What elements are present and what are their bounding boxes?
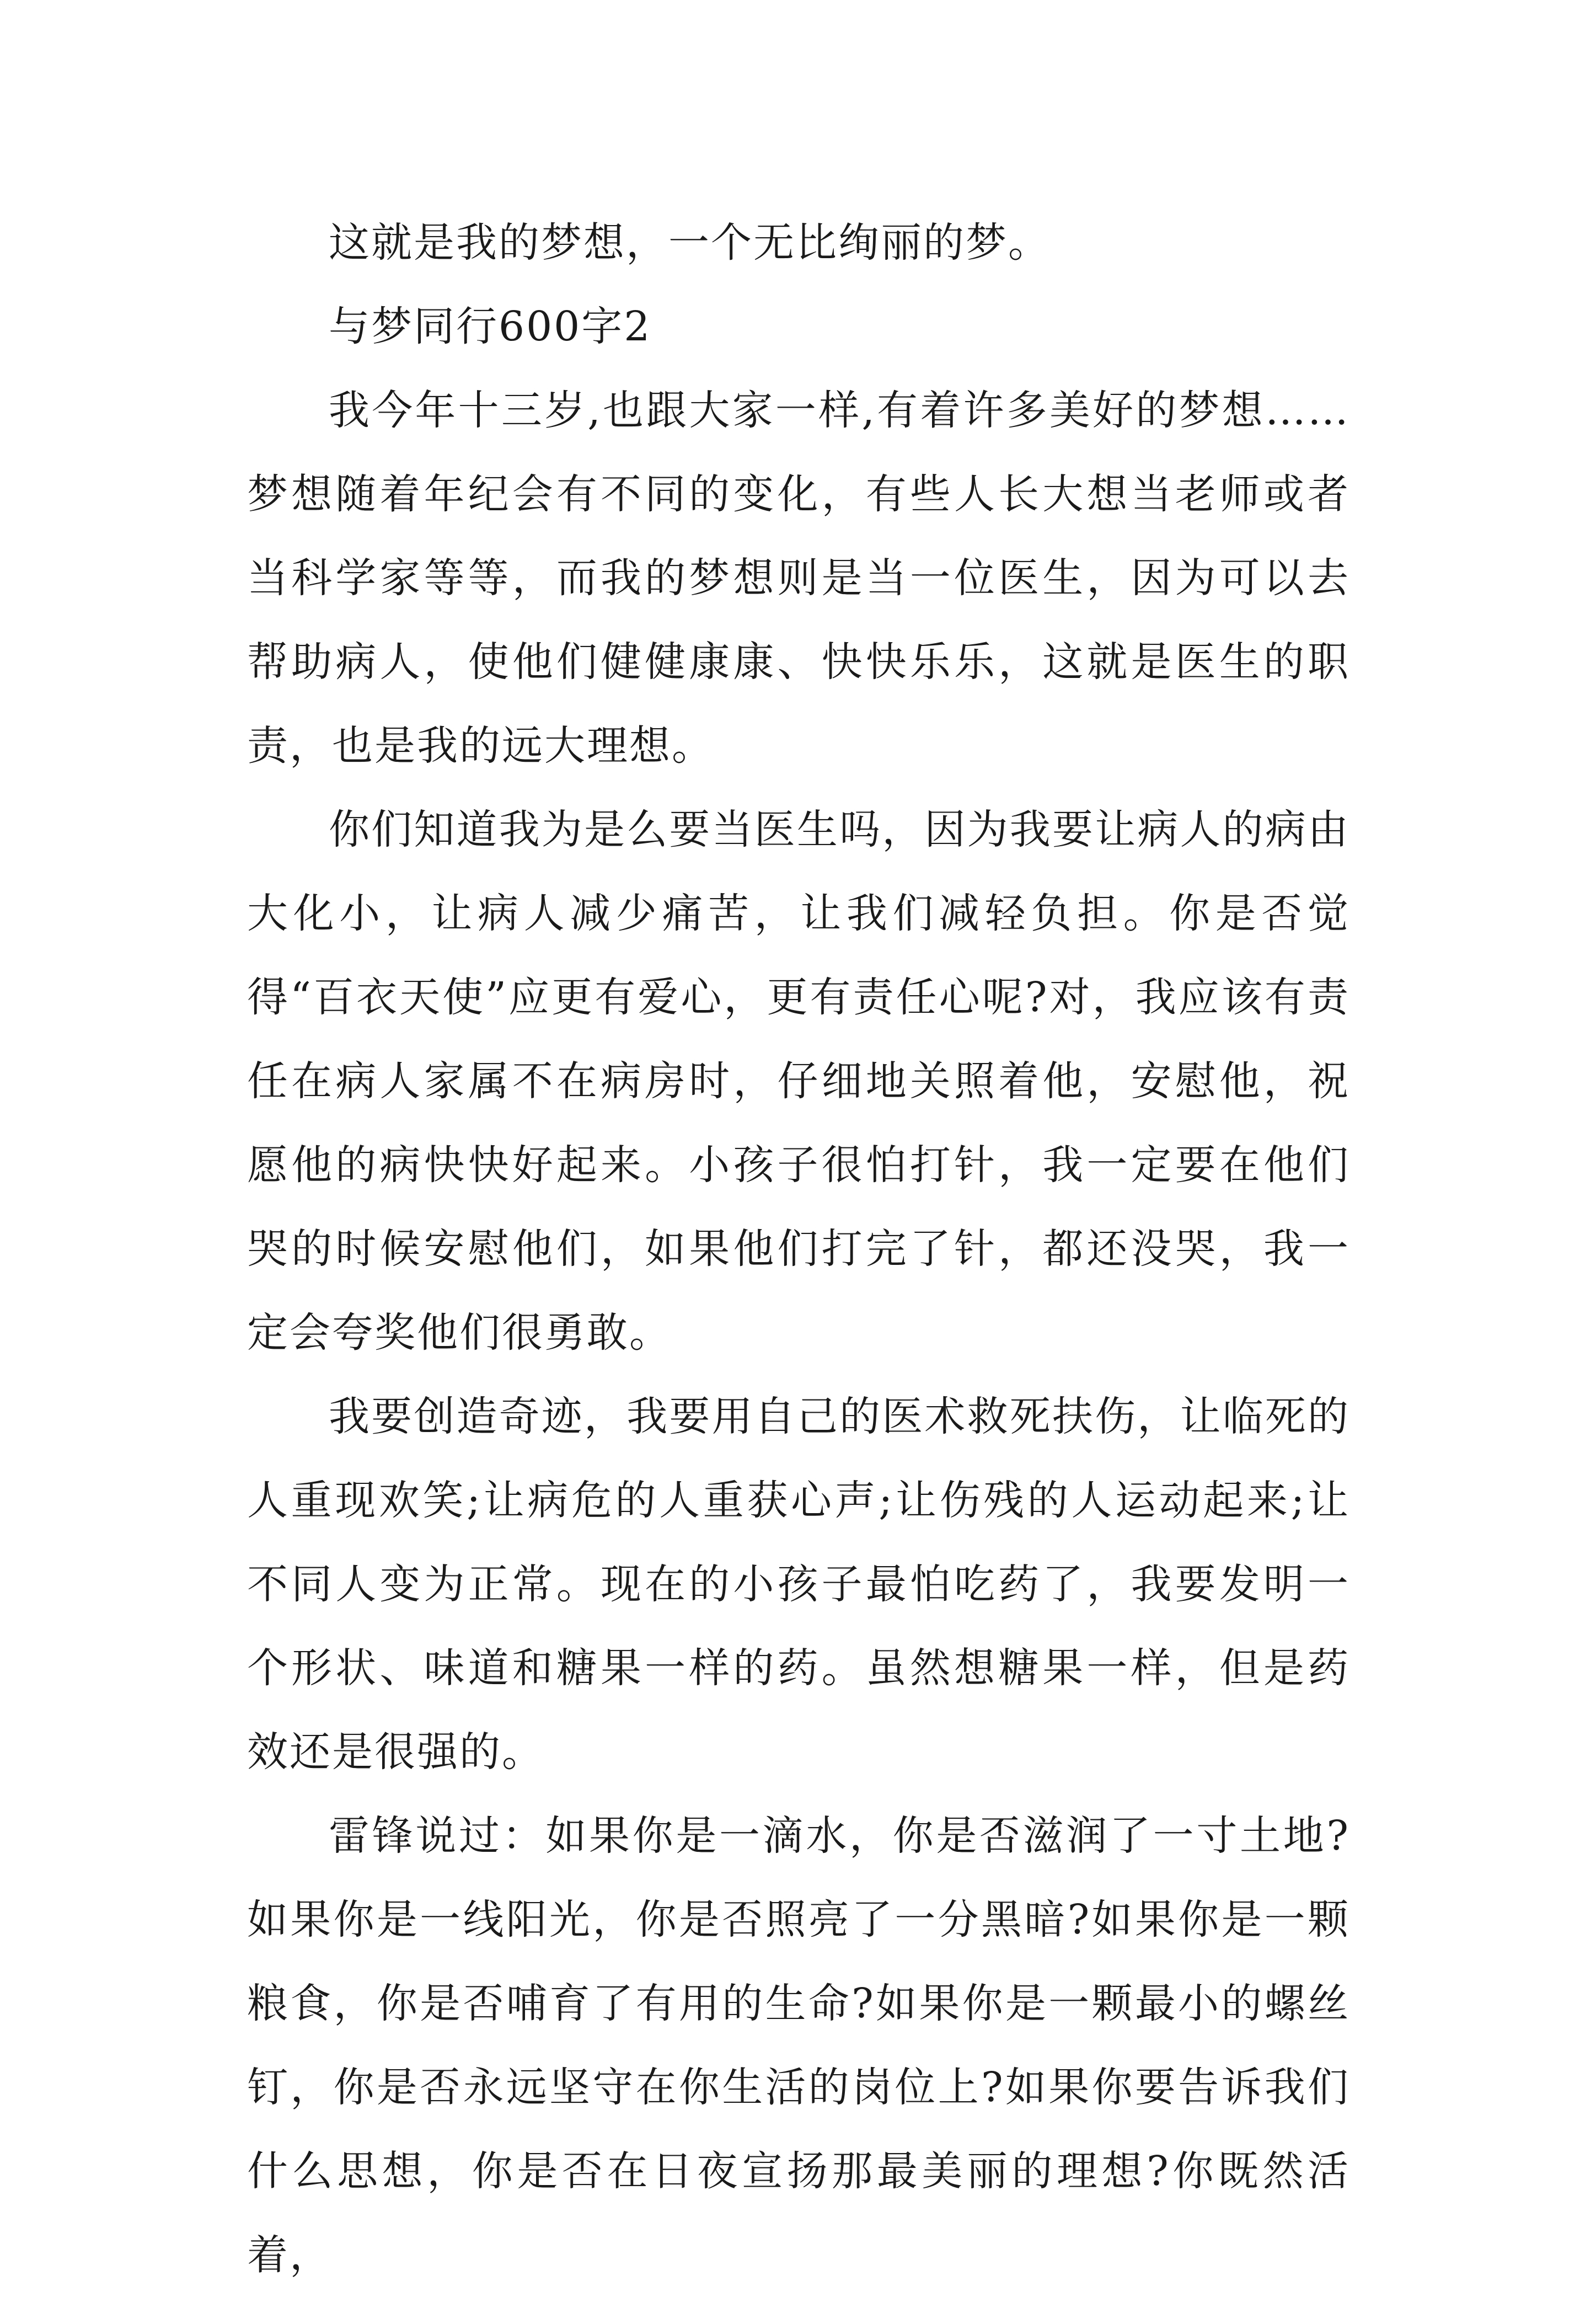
paragraph-4: 你们知道我为是么要当医生吗，因为我要让病人的病由大化小，让病人减少痛苦，让我们减轻负担。你是否觉得“百衣天使”应更有爱心，更有责任心呢?对，我应该有责任在病人家属不在病房时，仔细地关照着他，安慰他，祝愿他的病快快好起来。小孩子很怕打针，我一定要在他们哭的时候安慰他们，如果他们打完了针，都还没哭，我一定会夸奖他们很勇敢。 [247,806,1350,1356]
paragraph-1: 这就是我的梦想，一个无比绚丽的梦。 [329,219,1051,266]
paragraph-3: 我今年十三岁,也跟大家一样,有着许多美好的梦想……梦想随着年纪会有不同的变化，有些人长大想当老师或者当科学家等等，而我的梦想则是当一位医生，因为可以去帮助病人，使他们健健康康、快快乐乐，这就是医生的职责，也是我的远大理想。 [247,387,1350,770]
paragraph-2-heading: 与梦同行600字2 [329,303,652,350]
document-body [247,201,1350,2297]
paragraph-6: 雷锋说过：如果你是一滴水，你是否滋润了一寸土地?如果你是一线阳光，你是否照亮了一分黑暗?如果你是一颗粮食，你是否哺育了有用的生命?如果你是一颗最小的螺丝钉，你是否永远坚守在你生活的岗位上?如果你要告诉我们什么思想，你是否在日夜宣扬那最美丽的理想?你既然活着， [247,1812,1350,2279]
paragraph-5: 我要创造奇迹，我要用自己的医术救死扶伤，让临死的人重现欢笑;让病危的人重获心声;让伤残的人运动起来;让不同人变为正常。现在的小孩子最怕吃药了，我要发明一个形状、味道和糖果一样的药。虽然想糖果一样，但是药效还是很强的。 [247,1393,1350,1776]
